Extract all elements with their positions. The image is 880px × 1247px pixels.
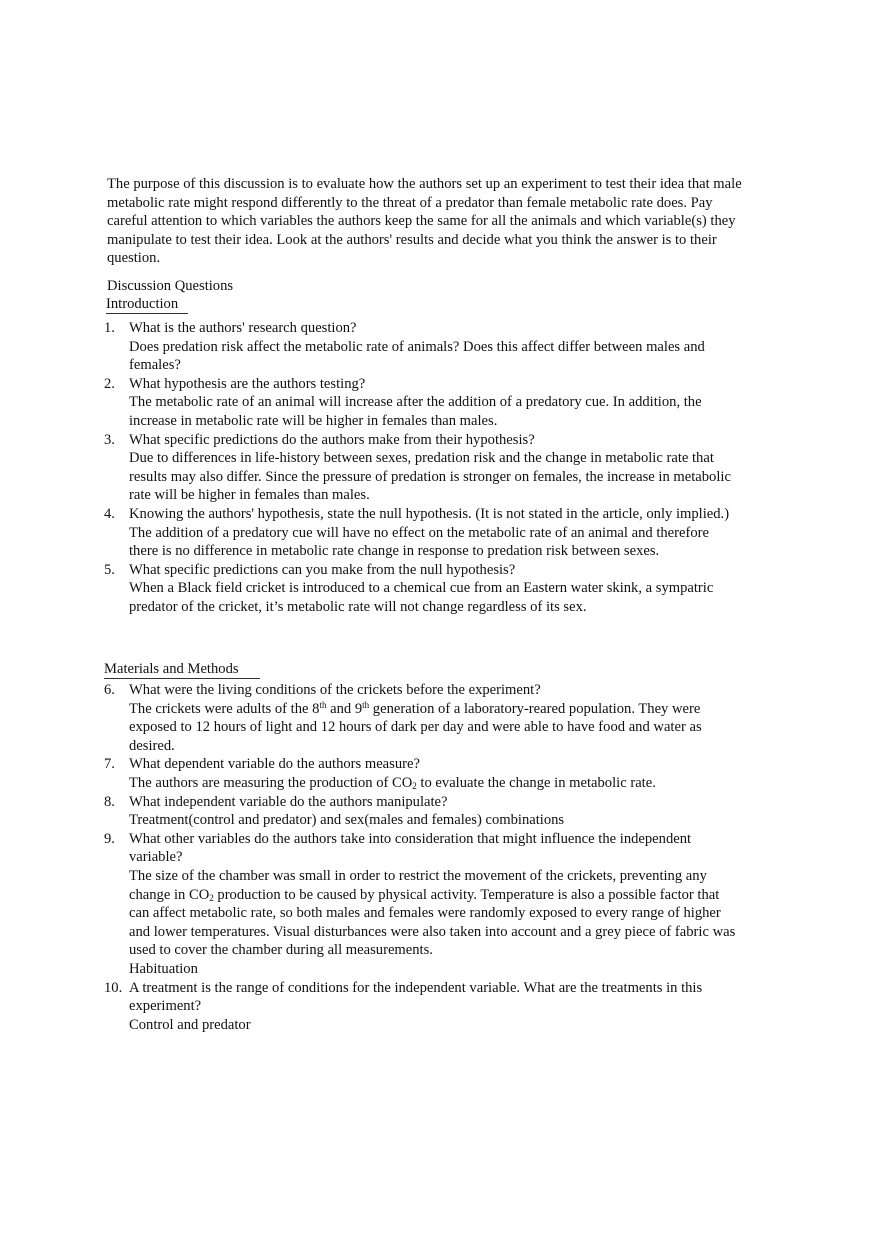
answer-text: Control and predator: [129, 1016, 251, 1033]
subscript: 2: [412, 780, 417, 791]
question-number: 3.: [104, 431, 115, 448]
question-item-4: [104, 505, 740, 561]
question-text: What specific predictions can you make from the null hypothesis?: [129, 561, 516, 578]
answer-segment: generation of a laboratory-reared population. They were exposed to 12 hours of light and 12 hours of dark per day and were able to have food and water as desired.: [129, 700, 702, 754]
question-number: 10.: [104, 979, 123, 996]
question-item-8: [104, 793, 740, 830]
question-list-materials-methods: [104, 681, 740, 1034]
answer-segment: production to be caused by physical activity. Temperature is also a possible factor that can affect metabolic rate, so both males and females were randomly exposed to every range of higher and lower temperatures. Visual disturbances were also taken into account and a grey piece of fabric was used to cover the chamber during all measurements.: [129, 886, 736, 959]
question-text: What were the living conditions of the crickets before the experiment?: [129, 682, 541, 698]
answer-text: Due to differences in life-history between sexes, predation risk and the change in metabolic rate that results may also differ. Since the pressure of predation is stronger on females, the increase in metabolic rate will be higher in females than males.: [129, 450, 731, 504]
answer-segment: The authors are measuring the production of CO: [129, 774, 413, 791]
subscript: 2: [209, 892, 214, 903]
answer-text: Does predation risk affect the metabolic rate of animals? Does this affect differ between males and females?: [129, 338, 705, 374]
question-item-1: [104, 319, 740, 375]
question-text: What hypothesis are the authors testing?: [129, 375, 366, 392]
question-text: What specific predictions do the authors make from their hypothesis?: [129, 431, 535, 448]
question-text: A treatment is the range of conditions for the independent variable. What are the treatments in this experiment?: [129, 979, 703, 1015]
question-number: 4.: [104, 505, 115, 522]
section-heading-materials-methods: Materials and Methods: [104, 661, 260, 679]
question-text: What is the authors' research question?: [129, 320, 357, 336]
question-item-10: [104, 979, 740, 1035]
answer-text: The addition of a predatory cue will have no effect on the metabolic rate of an animal and therefore there is no difference in metabolic rate change in response to predation risk between sexes.: [129, 524, 709, 560]
ordinal-suffix: th: [362, 699, 370, 710]
ordinal-suffix: th: [319, 699, 327, 710]
answer-text: [129, 774, 740, 793]
question-text: Knowing the authors' hypothesis, state the null hypothesis. (It is not stated in the article, only implied.): [129, 505, 730, 522]
answer-segment: and 9: [326, 700, 363, 717]
answer-text: The metabolic rate of an animal will increase after the addition of a predatory cue. In addition, the increase in metabolic rate will be higher in females than males.: [129, 394, 702, 429]
answer-segment: to evaluate the change in metabolic rate.: [416, 774, 656, 791]
question-item-9: [104, 830, 740, 979]
question-number: 7.: [104, 756, 115, 773]
answer-text: When a Black field cricket is introduced to a chemical cue from an Eastern water skink, a sympatric predator of the cricket, it’s metabolic rate will not change regardless of its sex.: [129, 580, 714, 615]
answer-segment: The crickets were adults of the 8: [129, 700, 320, 717]
intro-paragraph: The purpose of this discussion is to evaluate how the authors set up an experiment to test their idea that male metabolic rate might respond differently to the threat of a predator than female metabolic rate does. Pay careful attention to which variables the authors keep the same for all the animals and which variable(s) they manipulate to test their idea. Look at the authors' results and decide what you think the answer is to their question.: [107, 176, 742, 267]
question-number: 9.: [104, 830, 115, 847]
question-number: 1.: [104, 320, 115, 336]
question-number: 5.: [104, 561, 115, 578]
answer-segment: The size of the chamber was small in order to restrict the movement of the crickets, preventing any change in CO: [129, 867, 707, 903]
question-number: 8.: [104, 793, 115, 810]
question-item-6: [104, 681, 740, 755]
section-heading-introduction: Introduction: [106, 296, 188, 314]
question-item-3: [104, 431, 740, 505]
answer-text: [129, 700, 740, 756]
question-number: 6.: [104, 682, 115, 698]
question-item-2: [104, 375, 740, 431]
question-list-introduction: [104, 319, 740, 617]
question-item-7: [104, 755, 740, 792]
question-text: What independent variable do the authors manipulate?: [129, 793, 448, 810]
question-number: 2.: [104, 375, 115, 392]
question-text: What dependent variable do the authors measure?: [129, 756, 420, 773]
answer-text: [129, 867, 740, 960]
discussion-questions-title: Discussion Questions: [107, 278, 234, 294]
question-item-5: [104, 561, 740, 617]
answer-extra-text: Habituation: [129, 960, 198, 977]
question-text: What other variables do the authors take into consideration that might influence the independent variable?: [129, 830, 692, 866]
answer-text: Treatment(control and predator) and sex(males and females) combinations: [129, 812, 565, 829]
